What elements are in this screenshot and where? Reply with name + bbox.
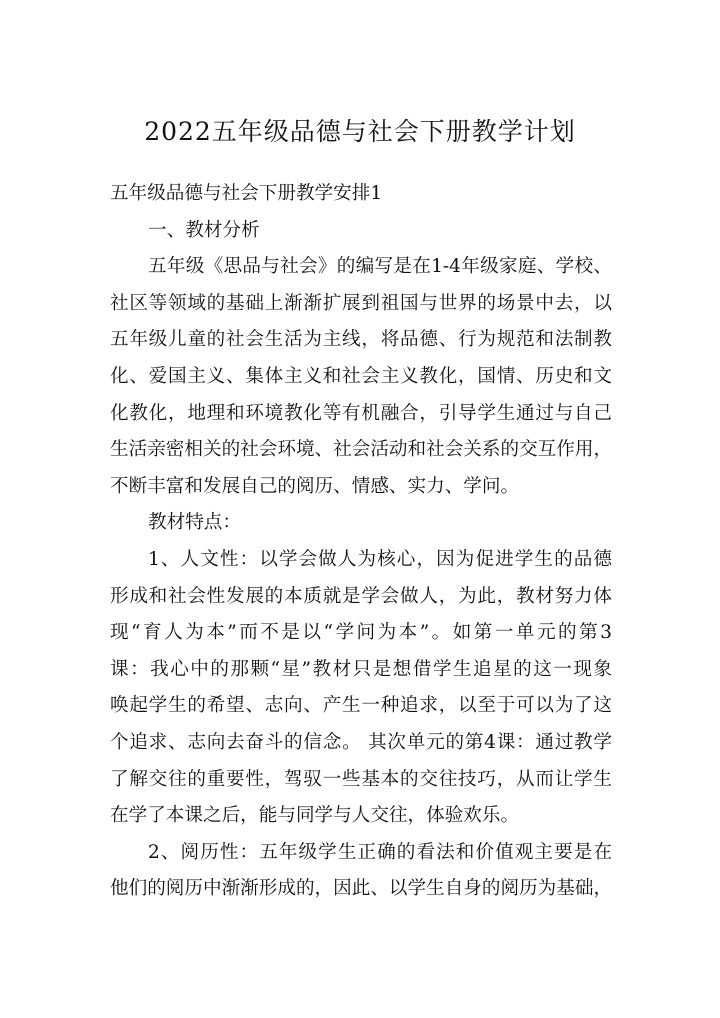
paragraph-line: 2、阅历性：五年级学生正确的看法和价值观主要是在: [148, 841, 612, 863]
paragraph-line: 个追求、志向去奋斗的信念。 其次单元的第4课：通过教学: [110, 731, 612, 753]
document-body: [110, 176, 612, 908]
paragraph-line: 了解交往的重要性，驾驭一些基本的交往技巧，从而让学生: [110, 768, 612, 790]
paragraph-line: 五年级《思品与社会》的编写是在1-4年级家庭、学校、: [148, 256, 612, 278]
chapter-heading: 一、教材分析: [148, 219, 260, 241]
paragraph-line: 唤起学生的希望、志向、产生一种追求，以至于可以为了这: [110, 695, 612, 717]
paragraph-line: 在学了本课之后，能与同学与人交往，体验欢乐。: [110, 805, 520, 827]
paragraph-line: 形成和社会性发展的本质就是学会做人，为此，教材努力体: [110, 585, 612, 607]
subheading: 教材特点：: [148, 512, 241, 534]
paragraph-line: 现“育人为本”而不是以“学问为本”。如第一单元的第3: [110, 622, 612, 644]
paragraph-line: 生活亲密相关的社会环境、社会活动和社会关系的交互作用，: [110, 439, 613, 461]
paragraph-line: 1、人文性：以学会做人为核心，因为促进学生的品德: [148, 548, 612, 570]
paragraph-line: 社区等领域的基础上渐渐扩展到祖国与世界的场景中去，以: [110, 292, 612, 314]
paragraph-line: 不断丰富和发展自己的阅历、情感、实力、学问。: [110, 475, 520, 497]
paragraph-line: 课：我心中的那颗“星”教材只是想借学生追星的这一现象: [110, 658, 612, 680]
paragraph-line: 化、爱国主义、集体主义和社会主义教化，国情、历史和文: [110, 365, 612, 387]
paragraph-line: 他们的阅历中渐渐形成的，因此、以学生自身的阅历为基础，: [110, 878, 613, 900]
document-title: 2022五年级品德与社会下册教学计划: [144, 117, 576, 146]
paragraph-line: 化教化，地理和环境教化等有机融合，引导学生通过与自己: [110, 402, 612, 424]
section-heading: 五年级品德与社会下册教学安排1: [110, 183, 383, 204]
paragraph-line: 五年级儿童的社会生活为主线，将品德、行为规范和法制教: [110, 329, 612, 351]
